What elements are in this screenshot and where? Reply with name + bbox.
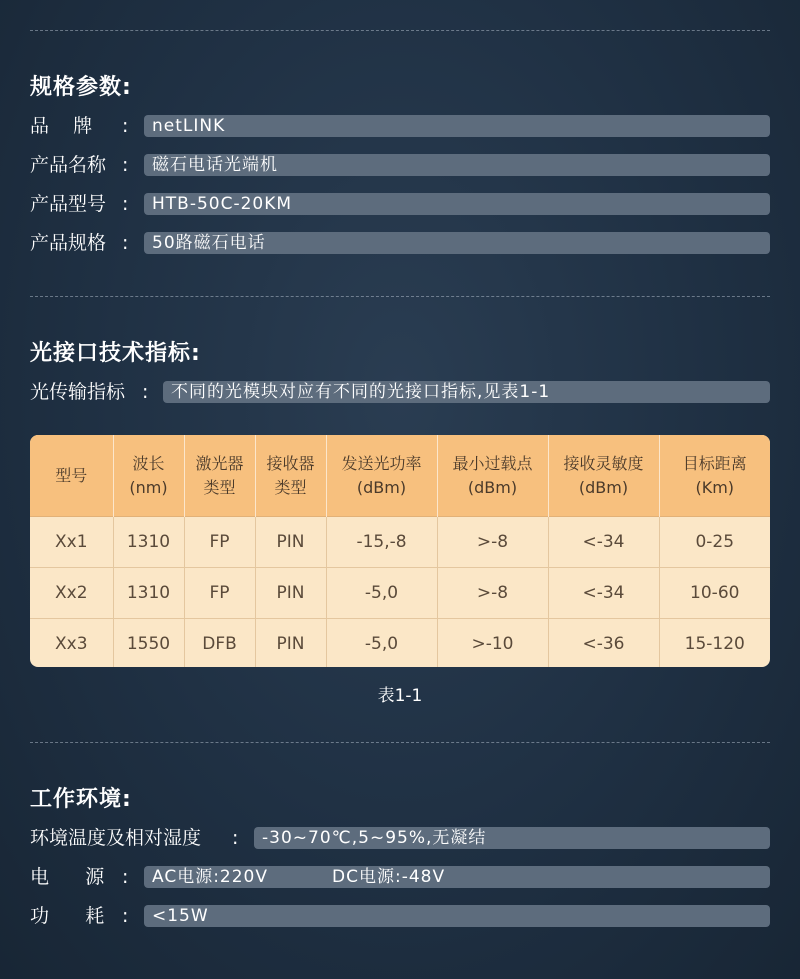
- env-colon: :: [232, 827, 239, 849]
- spec-colon: :: [122, 154, 129, 176]
- table-header-row: [30, 435, 770, 517]
- header-tx-power: 发送光功率 (dBm): [326, 435, 437, 517]
- divider-specs: [30, 296, 770, 297]
- header-distance: 目标距离 (Km): [659, 435, 770, 517]
- table-cell: 0-25: [659, 517, 770, 568]
- spec-row-brand: [30, 114, 770, 138]
- env-label: 电 源: [30, 866, 105, 888]
- spec-row-product-name: [30, 153, 770, 177]
- table-cell: PIN: [255, 619, 326, 668]
- env-label: 环境温度及相对湿度: [30, 827, 202, 849]
- spec-colon: :: [122, 193, 129, 215]
- table-cell: -15,-8: [326, 517, 437, 568]
- env-value: -30~70℃,5~95%,无凝结: [254, 827, 770, 849]
- table-cell: DFB: [184, 619, 255, 668]
- table-row: [30, 517, 770, 568]
- environment-title: 工作环境:: [30, 787, 132, 812]
- spec-value: netLINK: [144, 115, 770, 137]
- env-value: AC电源:220V DC电源:-48V: [144, 866, 770, 888]
- spec-label: 产品型号: [30, 193, 107, 215]
- optical-table: [30, 435, 770, 667]
- header-model: 型号: [30, 435, 113, 517]
- env-value: <15W: [144, 905, 770, 927]
- env-row-power-supply: [30, 865, 770, 889]
- header-overload: 最小过载点 (dBm): [437, 435, 548, 517]
- divider-top: [30, 30, 770, 31]
- optical-colon: :: [142, 381, 149, 403]
- env-label: 功 耗: [30, 905, 105, 927]
- env-colon: :: [122, 866, 129, 888]
- spec-label: 品 牌: [30, 115, 93, 137]
- table-cell: 10-60: [659, 568, 770, 619]
- table-cell: 1550: [113, 619, 184, 668]
- spec-label: 产品规格: [30, 232, 107, 254]
- table-cell: PIN: [255, 517, 326, 568]
- spec-row-model: [30, 192, 770, 216]
- specs-title: 规格参数:: [30, 75, 132, 100]
- table-cell: 1310: [113, 517, 184, 568]
- table-cell: <-34: [548, 517, 659, 568]
- table-cell: PIN: [255, 568, 326, 619]
- divider-optical: [30, 742, 770, 743]
- table-cell: -5,0: [326, 619, 437, 668]
- header-receiver-type: 接收器 类型: [255, 435, 326, 517]
- table-cell: 1310: [113, 568, 184, 619]
- optical-label: 光传输指标: [30, 381, 126, 403]
- table-caption: 表1-1: [377, 686, 423, 706]
- spec-colon: :: [122, 115, 129, 137]
- table-cell: -5,0: [326, 568, 437, 619]
- header-sensitivity: 接收灵敏度 (dBm): [548, 435, 659, 517]
- table-row: [30, 568, 770, 619]
- spec-row-spec: [30, 231, 770, 255]
- table-cell: FP: [184, 517, 255, 568]
- env-row-power-consumption: [30, 904, 770, 928]
- env-row-temperature-humidity: [30, 826, 770, 850]
- header-laser-type: 激光器 类型: [184, 435, 255, 517]
- spec-label: 产品名称: [30, 154, 107, 176]
- spec-value: 磁石电话光端机: [144, 154, 770, 176]
- table-cell: <-36: [548, 619, 659, 668]
- table-cell: <-34: [548, 568, 659, 619]
- table-cell: >-10: [437, 619, 548, 668]
- optical-title: 光接口技术指标:: [30, 341, 201, 366]
- table-cell: Xx3: [30, 619, 113, 668]
- table-cell: Xx2: [30, 568, 113, 619]
- optical-spec-table: [30, 435, 770, 667]
- table-cell: >-8: [437, 517, 548, 568]
- env-colon: :: [122, 905, 129, 927]
- header-wavelength: 波长 (nm): [113, 435, 184, 517]
- spec-colon: :: [122, 232, 129, 254]
- table-cell: FP: [184, 568, 255, 619]
- optical-row-transmission: [30, 380, 770, 404]
- table-cell: >-8: [437, 568, 548, 619]
- table-cell: Xx1: [30, 517, 113, 568]
- spec-value: 50路磁石电话: [144, 232, 770, 254]
- spec-value: HTB-50C-20KM: [144, 193, 770, 215]
- optical-value: 不同的光模块对应有不同的光接口指标,见表1-1: [163, 381, 770, 403]
- table-row: [30, 619, 770, 668]
- table-cell: 15-120: [659, 619, 770, 668]
